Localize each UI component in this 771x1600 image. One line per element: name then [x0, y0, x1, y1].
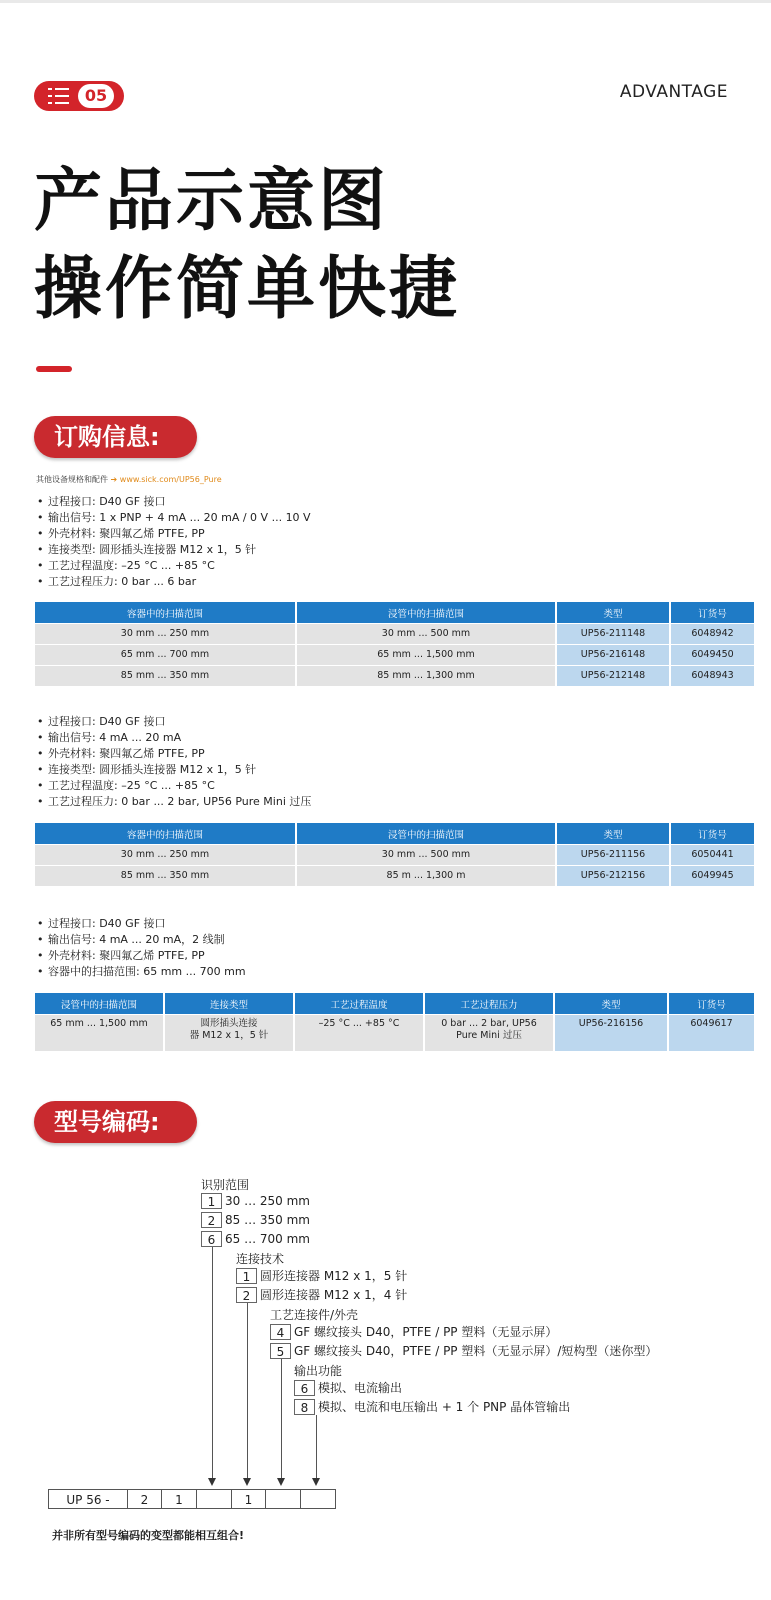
table-cell: –25 °C ... +85 °C	[295, 1015, 423, 1051]
order-number-cell: 6050441	[671, 845, 754, 865]
order-table-3	[33, 992, 756, 1052]
code-cell: 1	[162, 1489, 197, 1509]
spec-item: • 过程接口: D40 GF 接口	[35, 714, 311, 730]
table-cell: 85 m ... 1,300 m	[297, 866, 555, 886]
order-number-cell: 6049945	[671, 866, 754, 886]
code-text: 模拟、电流和电压输出 + 1 个 PNP 晶体管输出	[318, 1400, 571, 1414]
spec-item: • 连接类型: 圆形插头连接器 M12 x 1，5 针	[35, 762, 311, 778]
model-code-bar	[48, 1489, 336, 1509]
table-cell: 30 mm ... 500 mm	[297, 845, 555, 865]
code-text: 30 … 250 mm	[225, 1194, 310, 1208]
spec-item: • 工艺过程温度: –25 °C ... +85 °C	[35, 778, 311, 794]
code-cell	[197, 1489, 232, 1509]
table-cell: 85 mm ... 350 mm	[35, 866, 295, 886]
order-number-cell: 6048943	[671, 666, 754, 686]
arrow-down-icon	[208, 1478, 216, 1486]
list-icon	[48, 87, 72, 105]
table-cell	[425, 1015, 553, 1051]
column-header: 订货号	[671, 602, 754, 623]
cell-line: 圆形插头连接	[200, 1018, 258, 1029]
type-cell: UP56-216156	[555, 1015, 667, 1051]
spec-item: • 过程接口: D40 GF 接口	[35, 916, 246, 932]
type-cell: UP56-211148	[557, 624, 669, 644]
spec-item: • 工艺过程压力: 0 bar ... 6 bar	[35, 574, 311, 590]
column-header: 订货号	[669, 993, 754, 1014]
code-text: 圆形连接器 M12 x 1，5 针	[260, 1269, 408, 1283]
column-header: 连接类型	[165, 993, 293, 1014]
spec-item: • 外壳材料: 聚四氟乙烯 PTFE, PP	[35, 948, 246, 964]
code-text: 85 … 350 mm	[225, 1213, 310, 1227]
order-number-cell: 6049450	[671, 645, 754, 665]
order-number-cell: 6049617	[669, 1015, 754, 1051]
table-header-row	[35, 823, 754, 844]
more-info-line	[36, 474, 222, 485]
column-header: 浸管中的扫描范围	[297, 823, 555, 844]
title-accent-bar	[36, 366, 72, 372]
code-box: 6	[201, 1231, 222, 1247]
group-label: 识别范围	[201, 1178, 250, 1192]
code-cell: 1	[232, 1489, 266, 1509]
group-label: 工艺连接件/外壳	[270, 1308, 359, 1322]
page-title-line2: 操作简单快捷	[34, 250, 461, 329]
cell-line: 器 M12 x 1，5 针	[189, 1030, 269, 1041]
code-box: 2	[201, 1212, 222, 1228]
spec-item: • 容器中的扫描范围: 65 mm ... 700 mm	[35, 964, 246, 980]
arrow-down-icon	[243, 1478, 251, 1486]
table-cell	[165, 1015, 293, 1051]
code-box: 5	[270, 1343, 291, 1359]
code-box: 6	[294, 1380, 315, 1396]
table-cell: 85 mm ... 350 mm	[35, 666, 295, 686]
section-badge	[34, 81, 124, 111]
more-info-link[interactable]: ➔ www.sick.com/UP56_Pure	[110, 475, 222, 484]
code-text: GF 螺纹接头 D40，PTFE / PP 塑料（无显示屏）/短构型（迷你型）	[294, 1344, 658, 1358]
more-info-label: 其他设备规格和配件	[36, 475, 108, 484]
spec-item: • 过程接口: D40 GF 接口	[35, 494, 311, 510]
table-row	[35, 866, 754, 886]
code-box: 1	[236, 1268, 257, 1284]
spec-item: • 连接类型: 圆形插头连接器 M12 x 1，5 针	[35, 542, 311, 558]
table-cell: 30 mm ... 500 mm	[297, 624, 555, 644]
spec-list-1	[35, 494, 311, 590]
table-header-row	[35, 602, 754, 623]
spec-list-2	[35, 714, 311, 810]
ordering-info-heading: 订购信息:	[34, 416, 197, 458]
code-text: 圆形连接器 M12 x 1，4 针	[260, 1288, 408, 1302]
column-header: 工艺过程温度	[295, 993, 423, 1014]
section-number: 05	[78, 84, 114, 108]
table-row	[35, 666, 754, 686]
table-cell: 65 mm ... 1,500 mm	[35, 1015, 163, 1051]
table-row	[35, 624, 754, 644]
column-header: 类型	[555, 993, 667, 1014]
code-cell	[301, 1489, 336, 1509]
column-header: 容器中的扫描范围	[35, 602, 295, 623]
spec-item: • 工艺过程温度: –25 °C ... +85 °C	[35, 558, 311, 574]
code-cell: 2	[128, 1489, 162, 1509]
column-header: 工艺过程压力	[425, 993, 553, 1014]
code-box: 8	[294, 1399, 315, 1415]
table-row	[35, 645, 754, 665]
column-header: 容器中的扫描范围	[35, 823, 295, 844]
table-cell: 65 mm ... 1,500 mm	[297, 645, 555, 665]
table-cell: 65 mm ... 700 mm	[35, 645, 295, 665]
code-text: 65 … 700 mm	[225, 1232, 310, 1246]
order-table-2	[33, 822, 756, 887]
top-divider	[0, 0, 771, 3]
spec-item: • 输出信号: 4 mA ... 20 mA，2 线制	[35, 932, 246, 948]
model-code-heading: 型号编码:	[34, 1101, 197, 1143]
spec-item: • 输出信号: 1 x PNP + 4 mA ... 20 mA / 0 V ... 10 V	[35, 510, 311, 526]
page-title-line1: 产品示意图	[34, 162, 390, 241]
connector-line	[316, 1415, 317, 1478]
order-table-1	[33, 601, 756, 687]
code-box: 4	[270, 1324, 291, 1340]
spec-list-3	[35, 916, 246, 980]
type-cell: UP56-211156	[557, 845, 669, 865]
column-header: 类型	[557, 602, 669, 623]
table-row	[35, 1015, 754, 1051]
group-label: 连接技术	[236, 1252, 285, 1266]
spec-item: • 工艺过程压力: 0 bar ... 2 bar, UP56 Pure Mini 过压	[35, 794, 311, 810]
column-header: 类型	[557, 823, 669, 844]
cell-line: Pure Mini 过压	[456, 1030, 522, 1041]
table-cell: 30 mm ... 250 mm	[35, 624, 295, 644]
cell-line: 0 bar ... 2 bar, UP56	[441, 1018, 537, 1029]
group-label: 输出功能	[294, 1364, 343, 1378]
code-box: 1	[201, 1193, 222, 1209]
code-cell	[266, 1489, 301, 1509]
connector-line	[281, 1359, 282, 1478]
code-box: 2	[236, 1287, 257, 1303]
code-cell: UP 56 -	[48, 1489, 128, 1509]
connector-line	[212, 1247, 213, 1478]
type-cell: UP56-216148	[557, 645, 669, 665]
table-row	[35, 845, 754, 865]
spec-item: • 外壳材料: 聚四氟乙烯 PTFE, PP	[35, 746, 311, 762]
code-text: GF 螺纹接头 D40，PTFE / PP 塑料（无显示屏）	[294, 1325, 558, 1339]
table-header-row	[35, 993, 754, 1014]
combination-note: 并非所有型号编码的变型都能相互组合!	[52, 1529, 245, 1542]
type-cell: UP56-212148	[557, 666, 669, 686]
arrow-down-icon	[277, 1478, 285, 1486]
spec-item: • 外壳材料: 聚四氟乙烯 PTFE, PP	[35, 526, 311, 542]
spec-item: • 输出信号: 4 mA ... 20 mA	[35, 730, 311, 746]
order-number-cell: 6048942	[671, 624, 754, 644]
table-cell: 30 mm ... 250 mm	[35, 845, 295, 865]
code-text: 模拟、电流输出	[318, 1381, 403, 1395]
column-header: 订货号	[671, 823, 754, 844]
connector-line	[247, 1303, 248, 1478]
arrow-down-icon	[312, 1478, 320, 1486]
column-header: 浸管中的扫描范围	[35, 993, 163, 1014]
table-cell: 85 mm ... 1,300 mm	[297, 666, 555, 686]
advantage-label: ADVANTAGE	[619, 82, 728, 102]
type-cell: UP56-212156	[557, 866, 669, 886]
column-header: 浸管中的扫描范围	[297, 602, 555, 623]
